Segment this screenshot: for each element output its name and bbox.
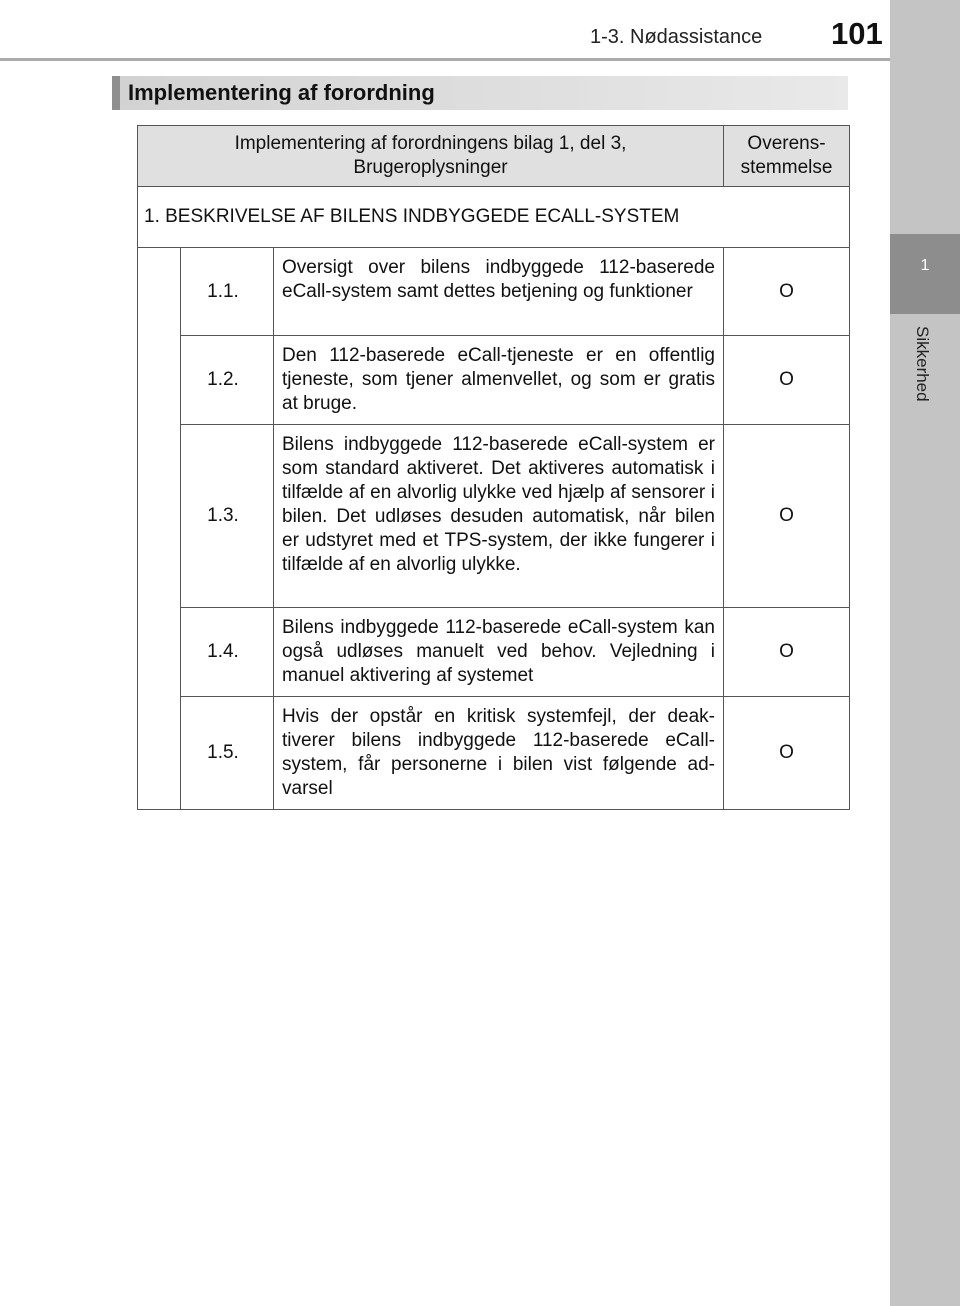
table-row (138, 248, 850, 336)
header-col2-line2: stemmelse (740, 157, 833, 178)
intro-cell: 1. BESKRIVELSE AF BILENS INDBYGGEDE ECALL-SYSTEM (138, 187, 850, 248)
row-number: 1.5. (181, 697, 274, 810)
header-col1-line1: Implementering af forordningens bilag 1, del 3, (234, 133, 627, 154)
regulation-table (137, 125, 850, 810)
table-row (138, 425, 850, 608)
row-compliance-mark: O (724, 248, 850, 336)
row-description: Hvis der opstår en kritisk systemfejl, der deaktiverer bilens indbyggede 112-baserede eCall-system, får personerne i bilen vist følgende advarsel (274, 697, 724, 810)
row-number: 1.4. (181, 608, 274, 697)
row-description: Bilens indbyggede 112-baserede eCall-system er som standard aktiveret. Det aktiveres automatisk i tilfælde af en alvorlig ulykke ved hjælp af sensorer i bilen. Det udløses desuden automatisk, når bilen er udstyret med et TPS-system, der ikke fungerer i tilfælde af en alvorlig ulykke. (274, 425, 724, 608)
page-number: 101 (831, 16, 883, 51)
row-description: Bilens indbyggede 112-baserede eCall-system kan også udløses manuelt ved behov. Vejledning i manuel aktivering af systemet (274, 608, 724, 697)
table-row (138, 697, 850, 810)
row-compliance-mark: O (724, 608, 850, 697)
chapter-label: Sikkerhed (913, 326, 932, 402)
table-row (138, 608, 850, 697)
row-number: 1.1. (181, 248, 274, 336)
row-compliance-mark: O (724, 336, 850, 425)
table-row (138, 336, 850, 425)
row-number: 1.2. (181, 336, 274, 425)
chapter-number: 1 (920, 257, 930, 274)
row-description: Den 112-baserede eCall-tjeneste er en offentlig tjeneste, som tjener almenvellet, og som er gratis at bruge. (274, 336, 724, 425)
table-header-row (138, 126, 850, 187)
row-number: 1.3. (181, 425, 274, 608)
header-section-title: 1-3. Nødassistance (590, 26, 763, 48)
row-description: Oversigt over bilens indbyggede 112-baserede eCall-system samt dettes betjening og funktioner (274, 248, 724, 336)
row-compliance-mark: O (724, 425, 850, 608)
section-heading: Implementering af forordning (112, 76, 848, 110)
header-col1-line2: Brugeroplysninger (353, 157, 508, 178)
chapter-side-tab (890, 0, 960, 1306)
header-divider (0, 58, 890, 61)
header-col2-line1: Overens- (747, 133, 826, 154)
table-intro-row (138, 187, 850, 248)
header-cell-implementation (138, 126, 724, 187)
header-cell-compliance (724, 126, 850, 187)
indent-cell (138, 248, 181, 810)
row-compliance-mark: O (724, 697, 850, 810)
